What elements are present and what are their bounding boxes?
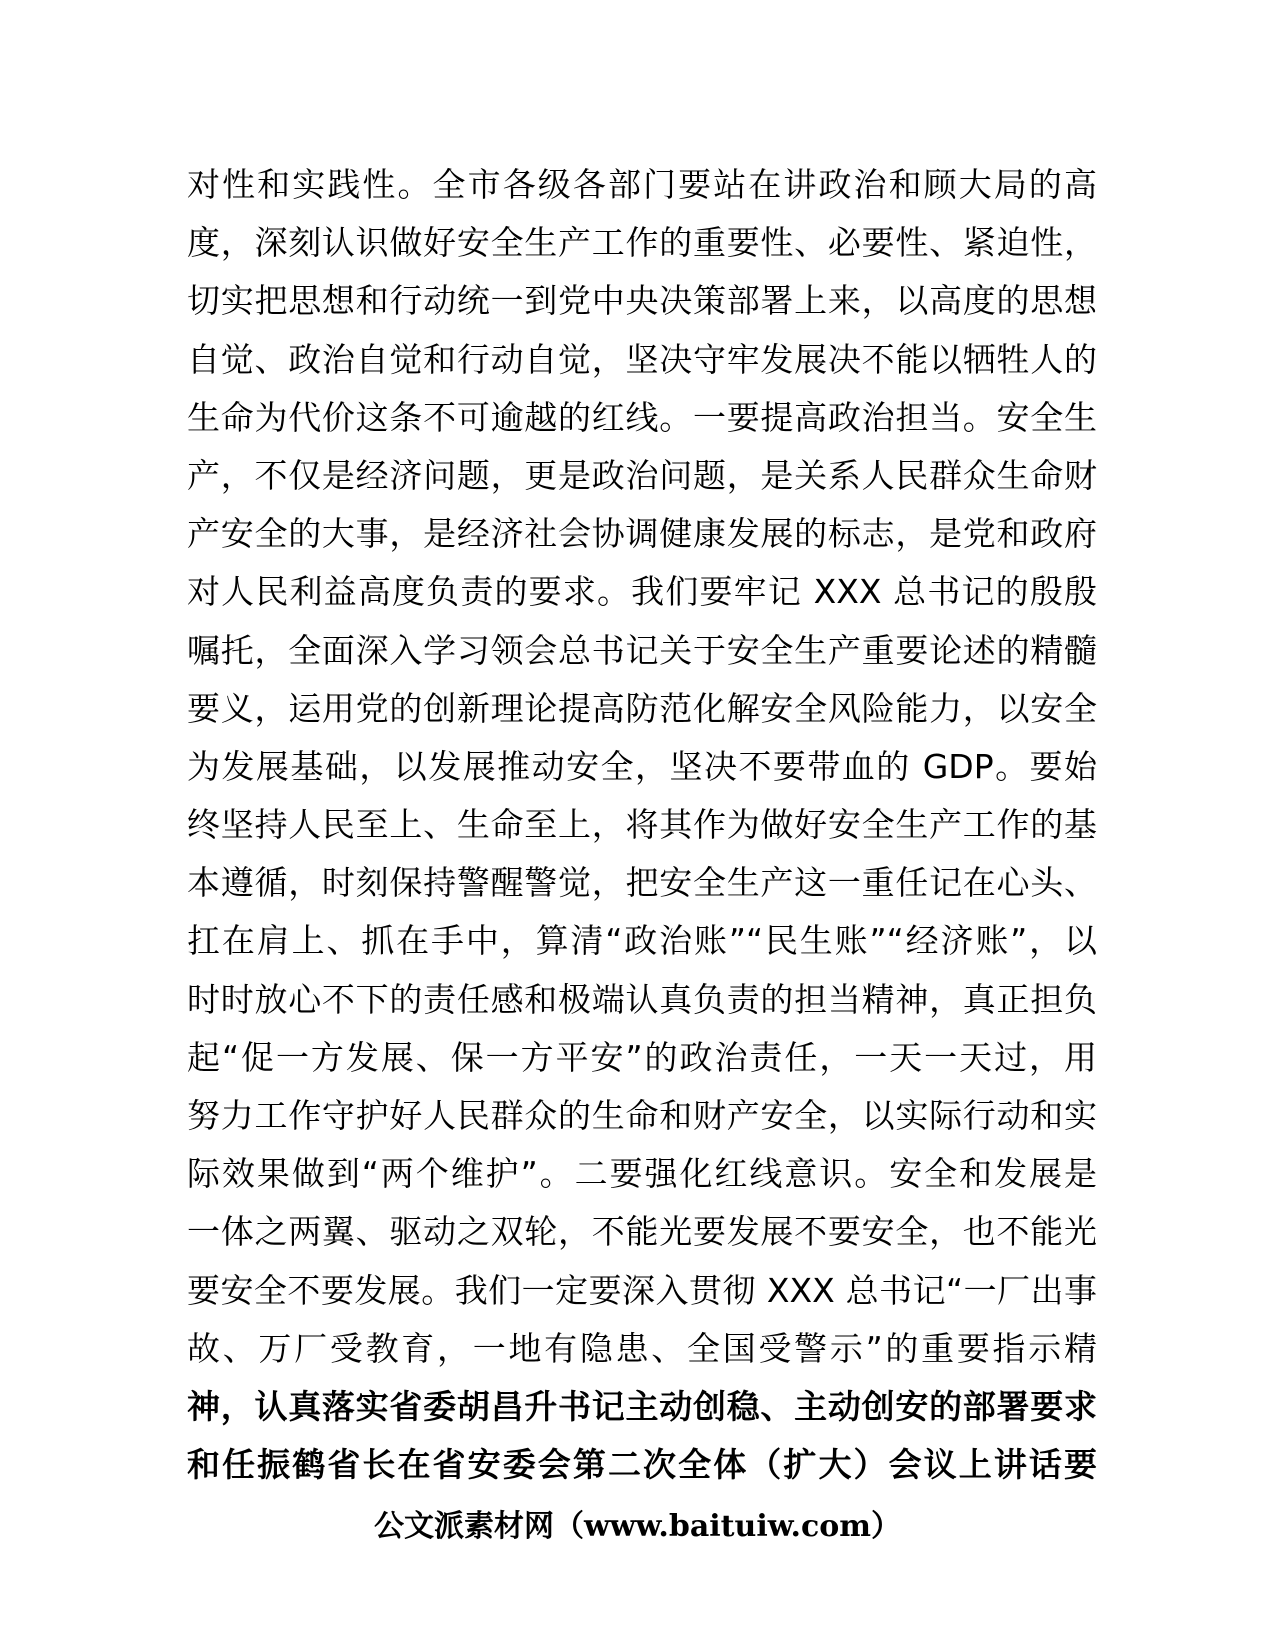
- text-line: 际效果做到“两个维护”。二要强化红线意识。安全和发展是: [187, 1154, 1097, 1194]
- text-line: 为发展基础，以发展推动安全，坚决不要带血的 GDP。要始: [187, 746, 1097, 786]
- text-line: 故、万厂受教育，一地有隐患、全国受警示”的重要指示精: [187, 1328, 1097, 1368]
- text-line: 终坚持人民至上、生命至上，将其作为做好安全生产工作的基: [187, 805, 1097, 845]
- text-line: 一体之两翼、驱动之双轮，不能光要发展不要安全，也不能光: [187, 1212, 1097, 1252]
- text-line: 要安全不要发展。我们一定要深入贯彻 XXX 总书记“一厂出事: [187, 1270, 1097, 1310]
- text-line: 生命为代价这条不可逾越的红线。一要提高政治担当。安全生: [187, 397, 1097, 437]
- text-line: 本遵循，时刻保持警醒警觉，把安全生产这一重任记在心头、: [187, 863, 1097, 903]
- text-line: 对人民利益高度负责的要求。我们要牢记 XXX 总书记的殷殷: [187, 572, 1097, 612]
- text-line: 起“促一方发展、保一方平安”的政治责任，一天一天过，用: [187, 1037, 1097, 1077]
- text-line: 度，深刻认识做好安全生产工作的重要性、必要性、紧迫性，: [187, 223, 1097, 263]
- text-line: 切实把思想和行动统一到党中央决策部署上来，以高度的思想: [187, 281, 1097, 321]
- text-line: 努力工作守护好人民群众的生命和财产安全，以实际行动和实: [187, 1096, 1097, 1135]
- page-footer: 公文派素材网（www.baituiw.com）: [373, 1509, 902, 1544]
- body-text: [187, 156, 1097, 1494]
- text-line: 产安全的大事，是经济社会协调健康发展的标志，是党和政府: [187, 514, 1097, 554]
- text-line: 对性和实践性。全市各级各部门要站在讲政治和顾大局的高: [187, 165, 1097, 204]
- text-line: 要义，运用党的创新理论提高防范化解安全风险能力，以安全: [187, 688, 1097, 728]
- text-line: 嘱托，全面深入学习领会总书记关于安全生产重要论述的精髓: [187, 630, 1097, 670]
- text-line: 产，不仅是经济问题，更是政治问题，是关系人民群众生命财: [187, 455, 1097, 495]
- text-line: 扛在肩上、抓在手中，算清“政治账”“民生账”“经济账”，以: [187, 921, 1097, 961]
- text-line: 和任振鹤省长在省安委会第二次全体（扩大）会议上讲话要: [187, 1445, 1097, 1485]
- text-line: 时时放心不下的责任感和极端认真负责的担当精神，真正担负: [187, 979, 1097, 1019]
- text-line: 神，认真落实省委胡昌升书记主动创稳、主动创安的部署要求: [187, 1386, 1097, 1426]
- text-line: 自觉、政治自觉和行动自觉，坚决守牢发展决不能以牺牲人的: [187, 339, 1097, 379]
